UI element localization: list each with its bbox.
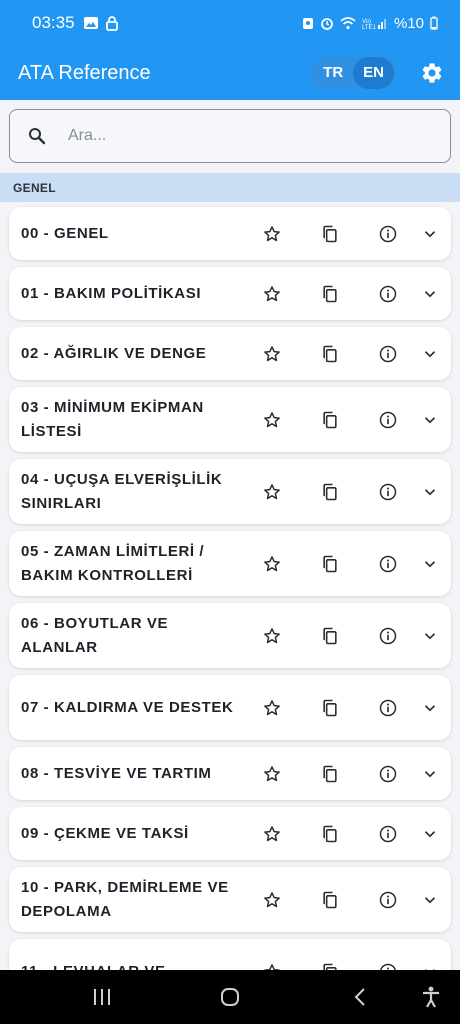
list-item-title: 00 - GENEL (21, 224, 109, 242)
star-icon[interactable] (261, 481, 283, 503)
copy-icon[interactable] (319, 481, 341, 503)
search-input[interactable] (66, 126, 410, 146)
copy-icon[interactable] (319, 553, 341, 575)
chevron-down-icon[interactable] (419, 409, 441, 431)
star-icon[interactable] (261, 283, 283, 305)
list-item-title: 06 - BOYUTLAR VE ALANLAR (21, 614, 169, 656)
copy-icon[interactable] (319, 625, 341, 647)
chevron-down-icon[interactable] (419, 625, 441, 647)
settings-gear-icon[interactable] (420, 61, 444, 85)
list-item[interactable] (9, 603, 451, 668)
info-icon[interactable] (377, 889, 399, 911)
star-icon[interactable] (261, 697, 283, 719)
alarm-icon (320, 16, 334, 30)
chevron-down-icon[interactable] (419, 763, 441, 785)
battery-icon (430, 16, 438, 30)
accessibility-button[interactable] (422, 986, 440, 1008)
list-item-title: 07 - KALDIRMA VE DESTEK (21, 698, 234, 716)
recent-apps-button[interactable] (92, 988, 112, 1006)
info-icon[interactable] (377, 223, 399, 245)
info-icon[interactable] (377, 763, 399, 785)
lang-en-option[interactable]: EN (353, 57, 394, 89)
search-box[interactable] (9, 109, 451, 163)
list-item-title: 05 - ZAMAN LİMİTLERİ / BAKIM KONTROLLERİ (21, 542, 205, 584)
signal-icon (362, 16, 388, 30)
system-nav-bar (0, 970, 460, 1024)
list-item[interactable] (9, 867, 451, 932)
copy-icon[interactable] (319, 823, 341, 845)
chevron-down-icon[interactable] (419, 553, 441, 575)
search-icon (28, 127, 46, 145)
list-item[interactable] (9, 531, 451, 596)
info-icon[interactable] (377, 283, 399, 305)
svg-text:LTE1: LTE1 (361, 25, 376, 30)
star-icon[interactable] (261, 625, 283, 647)
chevron-down-icon[interactable] (419, 283, 441, 305)
status-bar (0, 0, 460, 46)
star-icon[interactable] (261, 223, 283, 245)
battery-level: %10 (393, 14, 424, 32)
list-item-title: 04 - UÇUŞA ELVERİŞLİLİK SINIRLARI (21, 470, 223, 512)
home-icon (220, 987, 240, 1007)
list-item-title: 01 - BAKIM POLİTİKASI (21, 284, 202, 302)
star-icon[interactable] (261, 553, 283, 575)
star-icon[interactable] (261, 823, 283, 845)
info-icon[interactable] (377, 553, 399, 575)
status-time: 03:35 (32, 13, 75, 32)
info-icon[interactable] (377, 409, 399, 431)
info-icon[interactable] (377, 823, 399, 845)
list-item[interactable] (9, 327, 451, 380)
list-item-title: 10 - PARK, DEMİRLEME VE DEPOLAMA (21, 878, 229, 920)
star-icon[interactable] (261, 763, 283, 785)
star-icon[interactable] (261, 409, 283, 431)
copy-icon[interactable] (319, 763, 341, 785)
copy-icon[interactable] (319, 343, 341, 365)
app-title: ATA Reference (18, 61, 151, 84)
list-item-title: 02 - AĞIRLIK VE DENGE (21, 344, 207, 362)
info-icon[interactable] (377, 697, 399, 719)
list-item-title: 08 - TESVİYE VE TARTIM (21, 764, 212, 782)
copy-icon[interactable] (319, 223, 341, 245)
back-button[interactable] (353, 987, 367, 1007)
chevron-down-icon[interactable] (419, 343, 441, 365)
chevron-down-icon[interactable] (419, 223, 441, 245)
list-item[interactable] (9, 675, 451, 740)
star-icon[interactable] (261, 889, 283, 911)
info-icon[interactable] (377, 481, 399, 503)
chevron-down-icon[interactable] (419, 697, 441, 719)
section-header: GENEL (0, 173, 460, 202)
star-icon[interactable] (261, 343, 283, 365)
recent-apps-icon (92, 988, 112, 1006)
list-item[interactable] (9, 459, 451, 524)
list-item[interactable] (9, 387, 451, 452)
copy-icon[interactable] (319, 283, 341, 305)
list-item[interactable] (9, 207, 451, 260)
home-button[interactable] (220, 987, 240, 1007)
copy-icon[interactable] (319, 697, 341, 719)
lock-icon (105, 15, 119, 31)
svg-text:Vo): Vo) (361, 19, 371, 25)
lang-tr-option[interactable]: TR (323, 64, 344, 81)
back-icon (353, 987, 367, 1007)
accessibility-icon (422, 986, 440, 1008)
list-item[interactable] (9, 807, 451, 860)
chevron-down-icon[interactable] (419, 481, 441, 503)
list-item[interactable] (9, 267, 451, 320)
wifi-icon (340, 16, 356, 30)
gallery-icon (83, 15, 99, 31)
language-toggle[interactable] (311, 57, 396, 89)
notification-icon (302, 16, 314, 30)
copy-icon[interactable] (319, 409, 341, 431)
chevron-down-icon[interactable] (419, 823, 441, 845)
info-icon[interactable] (377, 343, 399, 365)
chevron-down-icon[interactable] (419, 889, 441, 911)
copy-icon[interactable] (319, 889, 341, 911)
info-icon[interactable] (377, 625, 399, 647)
list-item-title: 09 - ÇEKME VE TAKSİ (21, 824, 189, 842)
list-item-title: 03 - MİNİMUM EKİPMAN LİSTESİ (21, 398, 204, 440)
list-item[interactable] (9, 747, 451, 800)
app-bar (0, 46, 460, 100)
